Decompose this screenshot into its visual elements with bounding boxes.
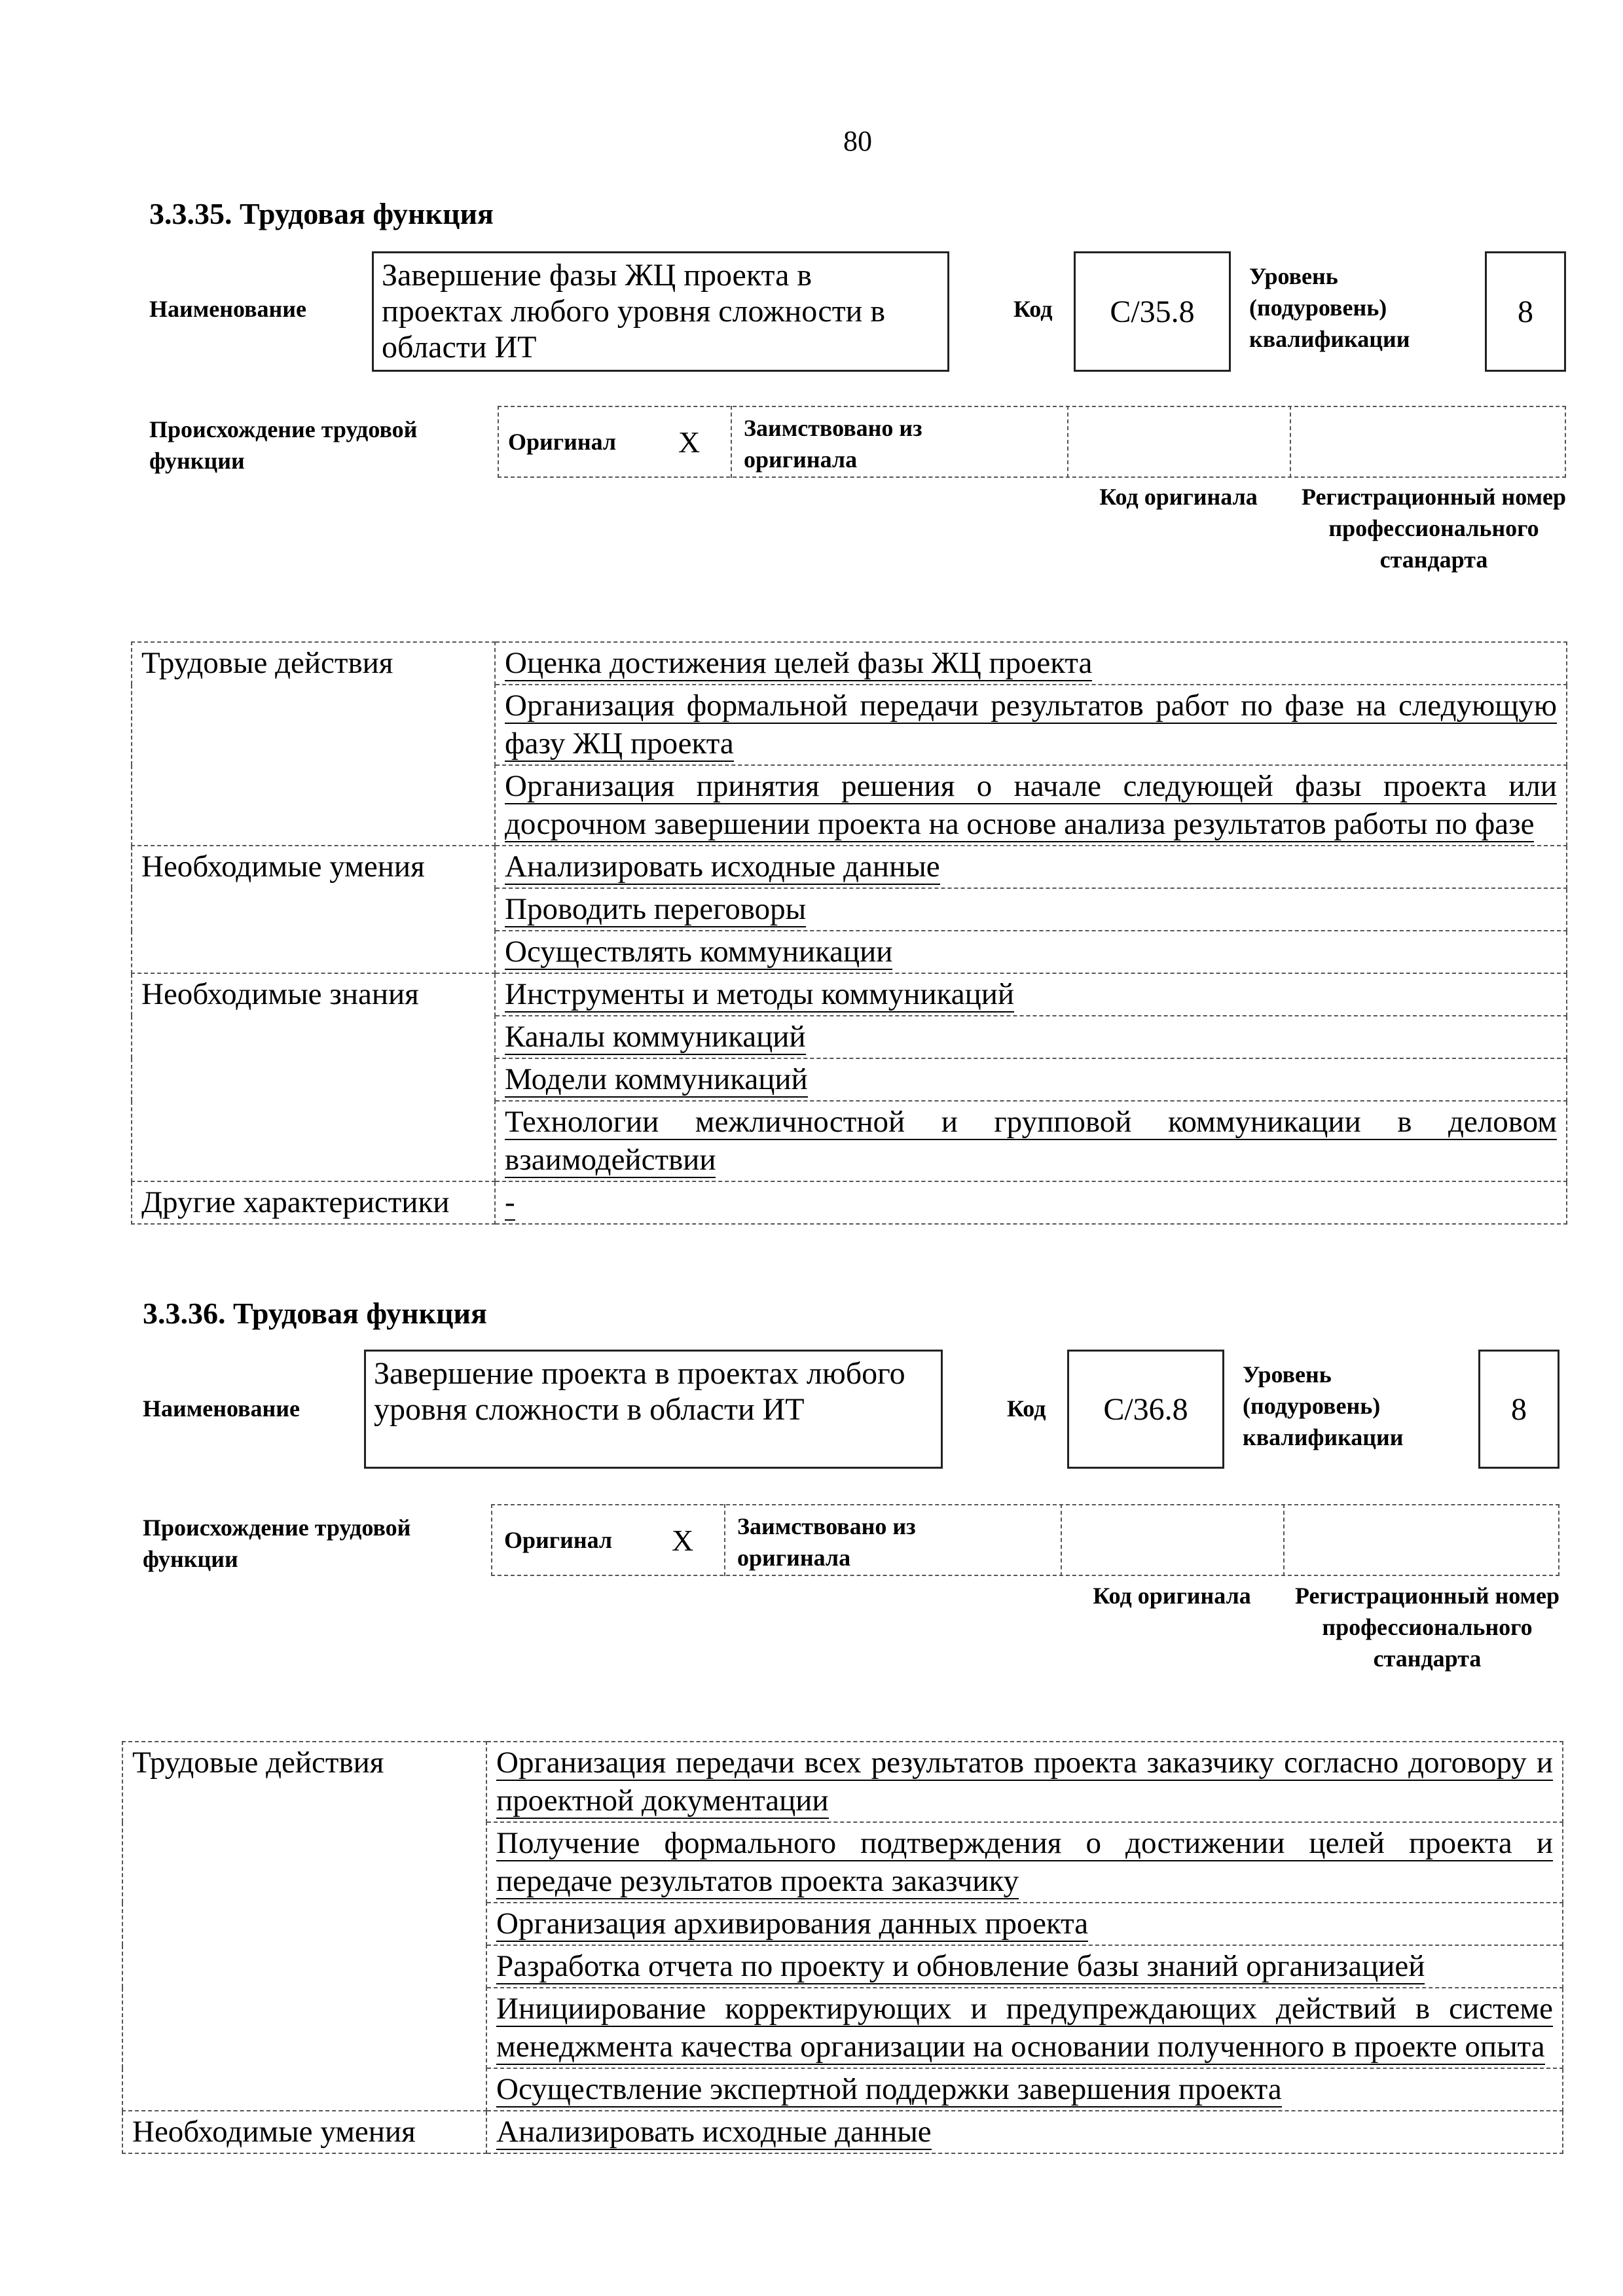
section-label: Трудовые действия: [132, 642, 495, 846]
orig-code-label: Код оригинала: [1099, 484, 1258, 510]
list-item: -: [495, 1181, 1567, 1224]
function-code-box: [1067, 1350, 1224, 1469]
cell-divider: [1290, 406, 1291, 478]
list-item: Разработка отчета по проекту и обновление базы знаний организацией: [486, 1945, 1563, 1988]
cell-divider: [1283, 1504, 1285, 1576]
cell-divider: [1061, 1504, 1062, 1576]
level-label: Уровень (подуровень) квалификации: [1243, 1361, 1404, 1450]
list-item: Инициирование корректирующих и предупреждающих действий в системе менеджмента качества организации на основании полученного в проекте опыта: [486, 1988, 1563, 2068]
list-item: Инструменты и методы коммуникаций: [495, 973, 1567, 1016]
list-item: Осуществлять коммуникации: [495, 931, 1567, 973]
function-name-box: [372, 251, 949, 372]
function-details-table: [131, 641, 1567, 1225]
origin-row: [498, 406, 1566, 478]
section-label: Необходимые знания: [132, 973, 495, 1181]
section-label: Другие характеристики: [132, 1181, 495, 1224]
list-item: Технологии межличностной и групповой коммуникации в деловом взаимодействии: [495, 1101, 1567, 1181]
list-item: Модели коммуникаций: [495, 1058, 1567, 1101]
code-label: Код: [1013, 296, 1053, 322]
level-box: [1478, 1350, 1559, 1469]
function-name: Завершение проекта в проектах любого уровня сложности в области ИТ: [374, 1356, 905, 1427]
function-name: Завершение фазы ЖЦ проекта в проектах любого уровня сложности в области ИТ: [382, 258, 886, 365]
table-row: [132, 973, 1567, 1016]
function-code: С/35.8: [1110, 294, 1195, 329]
list-item: Организация передачи всех результатов проекта заказчику согласно договору и проектной документации: [486, 1742, 1563, 1822]
name-label: Наименование: [149, 296, 306, 322]
list-item: Осуществление экспертной поддержки завершения проекта: [486, 2068, 1563, 2111]
name-label: Наименование: [143, 1395, 300, 1422]
section-label: Трудовые действия: [122, 1742, 486, 2111]
function-details-table: [122, 1741, 1563, 2154]
reg-number-label: Регистрационный номер профессионального стандарта: [1294, 1583, 1560, 1672]
function-title: 3.3.35. Трудовая функция: [149, 197, 494, 230]
section-label: Необходимые умения: [122, 2111, 486, 2153]
table-row: [132, 846, 1567, 888]
original-label: Оригинал: [508, 429, 617, 455]
list-item: Проводить переговоры: [495, 888, 1567, 931]
list-item: Оценка достижения целей фазы ЖЦ проекта: [495, 642, 1567, 685]
level-label: Уровень (подуровень) квалификации: [1249, 263, 1410, 352]
list-item: Организация архивирования данных проекта: [486, 1903, 1563, 1945]
borrowed-label: Заимствовано из оригинала: [744, 415, 922, 473]
function-code: С/36.8: [1103, 1391, 1188, 1427]
orig-code-label: Код оригинала: [1093, 1583, 1251, 1609]
origin-label: Происхождение трудовой функции: [143, 1515, 411, 1572]
cell-divider: [1067, 406, 1068, 478]
list-item: Каналы коммуникаций: [495, 1016, 1567, 1058]
section-label: Необходимые умения: [132, 846, 495, 973]
level-box: [1485, 251, 1566, 372]
borrowed-label: Заимствовано из оригинала: [737, 1513, 916, 1571]
table-row: [122, 2111, 1563, 2153]
table-row: [132, 642, 1567, 685]
function-code-box: [1074, 251, 1231, 372]
function-title: 3.3.36. Трудовая функция: [143, 1297, 487, 1330]
list-item: Анализировать исходные данные: [495, 846, 1567, 888]
origin-row: [491, 1504, 1559, 1576]
list-item: Получение формального подтверждения о достижении целей проекта и передаче результатов проекта заказчику: [486, 1822, 1563, 1903]
origin-label: Происхождение трудовой функции: [149, 416, 418, 474]
level-value: 8: [1511, 1391, 1527, 1427]
original-mark: X: [678, 425, 701, 459]
list-item: Организация принятия решения о начале следующей фазы проекта или досрочном завершении проекта на основе анализа результатов работы по фазе: [495, 765, 1567, 846]
function-name-box: [364, 1350, 943, 1469]
level-value: 8: [1518, 294, 1533, 329]
list-item: Анализировать исходные данные: [486, 2111, 1563, 2153]
reg-number-label: Регистрационный номер профессионального стандарта: [1301, 484, 1567, 573]
table-row: [122, 1742, 1563, 1822]
list-item: Организация формальной передачи результатов работ по фазе на следующую фазу ЖЦ проекта: [495, 685, 1567, 765]
original-label: Оригинал: [504, 1527, 613, 1553]
page-number: 80: [843, 125, 872, 157]
cell-divider: [724, 1504, 725, 1576]
cell-divider: [731, 406, 732, 478]
original-mark: X: [672, 1523, 694, 1557]
table-row: [132, 1181, 1567, 1224]
code-label: Код: [1007, 1395, 1046, 1422]
